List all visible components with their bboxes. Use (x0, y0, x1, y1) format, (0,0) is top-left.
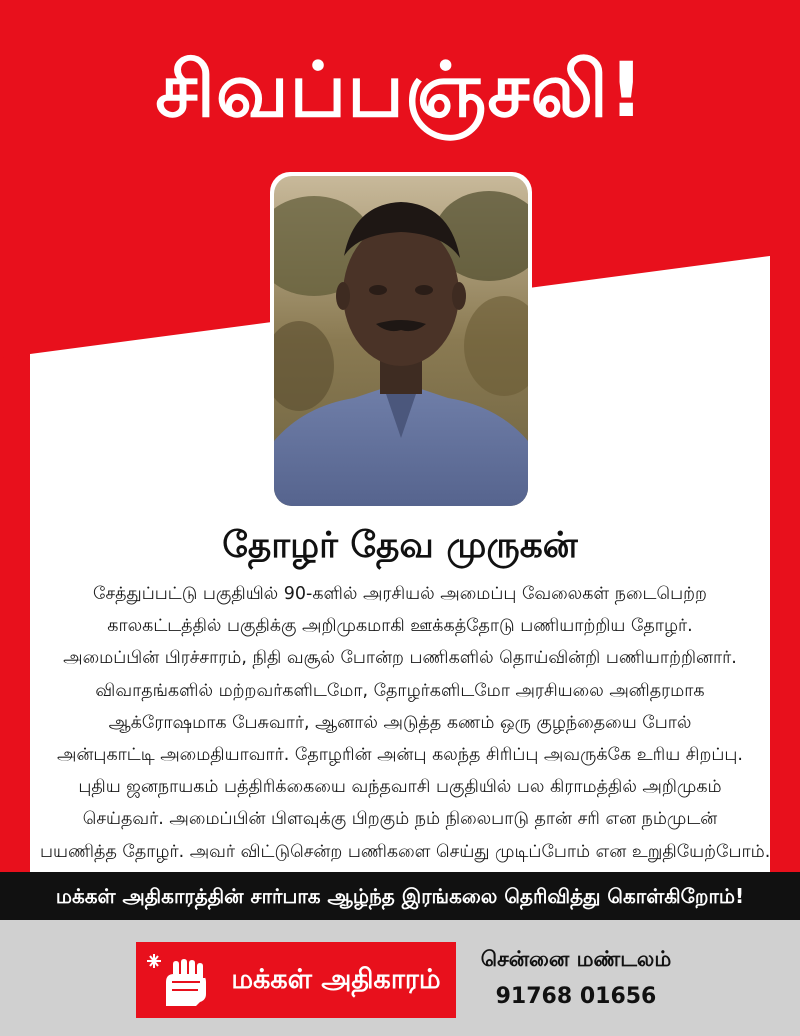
phone-number: 91768 01656 (495, 984, 657, 1009)
tribute-text (40, 578, 771, 868)
tribute-line: புதிய ஜனநாயகம் பத்திரிக்கையை வந்தவாசி பகுதியில் பல கிராமத்தில் அறிமுகம் (78, 777, 722, 798)
region-name: சென்னை மண்டலம் (480, 947, 672, 971)
tribute-line: சேத்துப்பட்டு பகுதியில் 90-களில் அரசியல் அமைப்பு வேலைகள் நடைபெற்ற (93, 584, 707, 604)
portrait-frame (270, 172, 532, 510)
tribute-line: காலகட்டத்தில் பகுதிக்கு அறிமுகமாகி ஊக்கத்தோடு பணியாற்றிய தோழர். (107, 616, 693, 637)
page-title: சிவப்பஞ்சலி! (155, 45, 645, 134)
tribute-line: அன்புகாட்டி அமைதியாவார். தோழரின் அன்பு கலந்த சிரிப்பு அவருக்கே உரிய சிறப்பு. (57, 745, 743, 766)
tribute-line: விவாதங்களில் மற்றவர்களிடமோ, தோழர்களிடமோ அரசியலை அனிதரமாக (95, 680, 705, 701)
footer (0, 920, 800, 1036)
tribute-line: ஆக்ரோஷமாக பேசுவார், ஆனால் அடுத்த கணம் ஒரு குழந்தையை போல் (108, 712, 692, 733)
raised-fist-icon (142, 948, 216, 1012)
person-name: தோழர் தேவ முருகன் (222, 525, 578, 566)
person-photo (274, 176, 528, 506)
condolence-bar: மக்கள் அதிகாரத்தின் சார்பாக ஆழ்ந்த இரங்கலை தெரிவித்து கொள்கிறோம்! (0, 872, 800, 920)
logo-text: மக்கள் அதிகாரம் (231, 964, 441, 995)
organization-logo (136, 942, 456, 1018)
tribute-line: அமைப்பின் பிரச்சாரம், நிதி வசூல் போன்ற பணிகளில் தொய்வின்றி பணியாற்றினார். (63, 648, 737, 669)
tribute-line: செய்தவர். அமைப்பின் பிளவுக்கு பிறகும் நம் நிலைபாடு தான் சரி என நம்முடன் (82, 809, 718, 830)
tribute-line: பயணித்த தோழர். அவர் விட்டுசென்ற பணிகளை செய்து முடிப்போம் என உறுதியேற்போம். (40, 841, 771, 862)
